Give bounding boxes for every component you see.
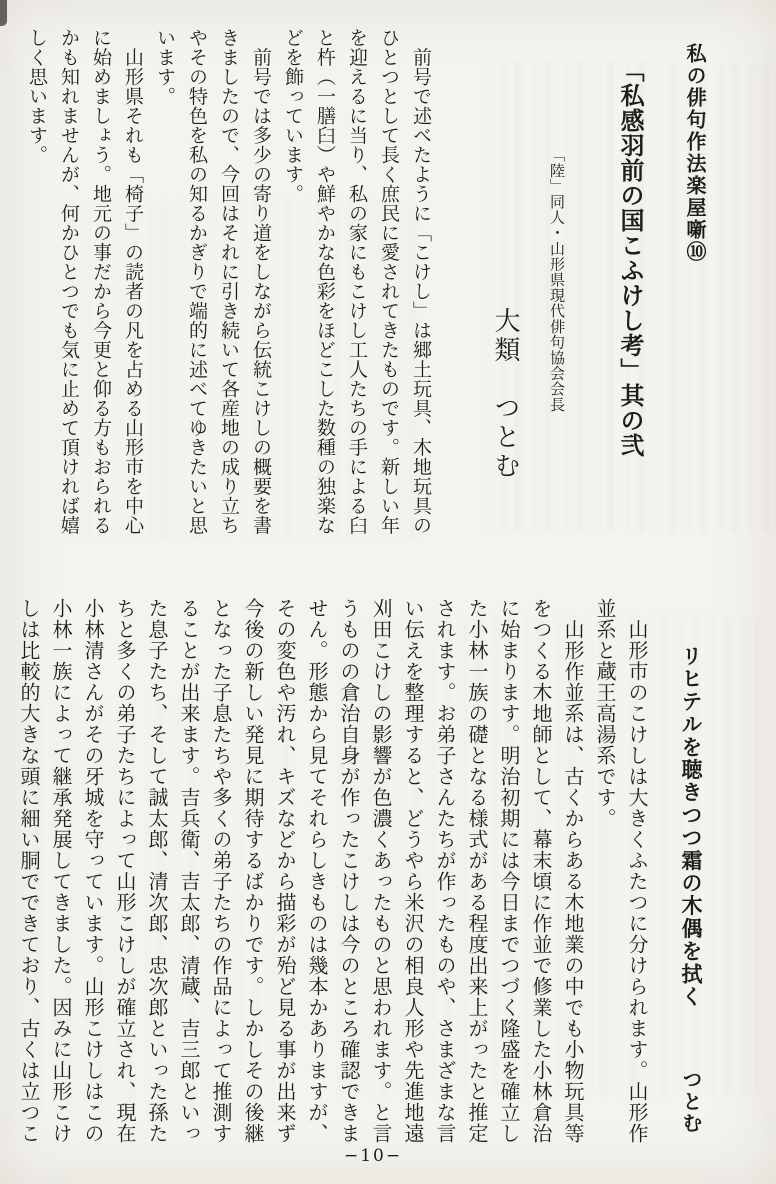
body-column: 前号で述べたように「こけし」は郷土玩具、木地玩具の	[410, 28, 432, 535]
series-title: 私の俳句作法楽屋噺⑩	[683, 43, 707, 263]
body-column: 山形県それも「椅子」の読者の凡を占める山形市を中心	[122, 28, 144, 535]
body-column: た息子たち、そして誠太郎、清次郎、忠次郎といった孫た	[145, 598, 169, 1144]
body-column: しく思います。	[26, 28, 48, 165]
top-section	[21, 28, 711, 566]
body-column: います。	[154, 28, 176, 106]
body-column: をつくる木地師として、幕末頃に作並で修業した小林倉治	[529, 598, 553, 1144]
body-column: を迎えるに当り、私の家にもこけし工人たちの手による臼	[346, 28, 368, 535]
body-column: せん。形態から見てそれらしきものは幾本かありますが、	[305, 598, 329, 1144]
body-column: 小林一族によって継承発展してきました。因みに山形こけ	[49, 598, 73, 1144]
haiku-line	[674, 598, 708, 1153]
bottom-section	[13, 598, 708, 1153]
body-column: その変色や汚れ、キズなどから描彩が殆ど見る事が出来ず	[273, 598, 297, 1144]
byline-affiliation: 「陸」同人・山形県現代俳句協会会長	[548, 147, 566, 413]
body-column: やその特色を私の知るかぎりで端的に述べてゆきたいと思	[186, 28, 208, 535]
body-column: きましたので、今回はそれに引き続いて各産地の成り立ち	[218, 28, 240, 535]
scan-edge-artifact	[0, 0, 7, 26]
body-column: ることが出来ます。吉兵衛、吉太郎、清蔵、吉三郎といっ	[177, 598, 201, 1144]
body-column: 山形市のこけしは大きくふたつに分けられます。山形作	[625, 598, 649, 1144]
body-column: ちと多くの弟子たちによって山形こけしが確立され、現在	[113, 598, 137, 1144]
body-column: 並系と蔵王高湯系です。	[593, 598, 617, 829]
body-column: た小林一族の礎となる様式がある程度出来上がったと推定	[465, 598, 489, 1144]
body-column: 今後の新しい発見に期待するばかりです。しかしその後継	[241, 598, 265, 1144]
body-column: 刈田こけしの影響が色濃くあったものと思われます。と言	[369, 598, 393, 1144]
page-number: −10−	[344, 1146, 403, 1166]
body-column: となった子息たちや多くの弟子たちの作品によって推測す	[209, 598, 233, 1144]
body-column: うものの倉治自身が作ったこけしは今のところ確認できま	[337, 598, 361, 1144]
author-name: 大類 つとむ	[490, 307, 520, 481]
body-column: 小林清さんがその牙城を守っています。山形こけしはこの	[81, 598, 105, 1144]
body-column: 前号では多少の寄り道をしながら伝統こけしの概要を書	[250, 28, 272, 535]
body-column: されます。お弟子さんたちが作ったものや、さまざまな言	[433, 598, 457, 1144]
body-column: と杵（一膳臼）や鮮やかな色彩をほどこした数種の独楽な	[314, 28, 336, 535]
body-column: かも知れませんが、何かひとつでも気に止めて頂ければ嬉	[58, 28, 80, 535]
body-column: どを飾っています。	[282, 28, 304, 204]
haiku-text: リヒテルを聴きつつ霜の木偶を拭く	[679, 645, 704, 1009]
body-column: ひとつとして長く庶民に愛されてきたものです。新しい年	[378, 28, 400, 535]
body-column: い伝えを整理すると、どうやら米沢の相良人形や先進地遠	[401, 598, 425, 1144]
body-column: 山形作並系は、古くからある木地業の中でも小物玩具等	[561, 598, 585, 1144]
body-column: に始めましょう。地元の事だから今更と仰る方もおられる	[90, 28, 112, 535]
body-column: に始まります。明治初期には今日までつづく隆盛を確立し	[497, 598, 521, 1144]
body-column: しは比較的大きな頭に細い胴でできており、古くは立つこ	[17, 598, 41, 1144]
article-title: 「私感羽前の国こふけし考」其の弐	[616, 58, 645, 458]
haiku-author-signature: つとむ	[679, 1069, 703, 1135]
